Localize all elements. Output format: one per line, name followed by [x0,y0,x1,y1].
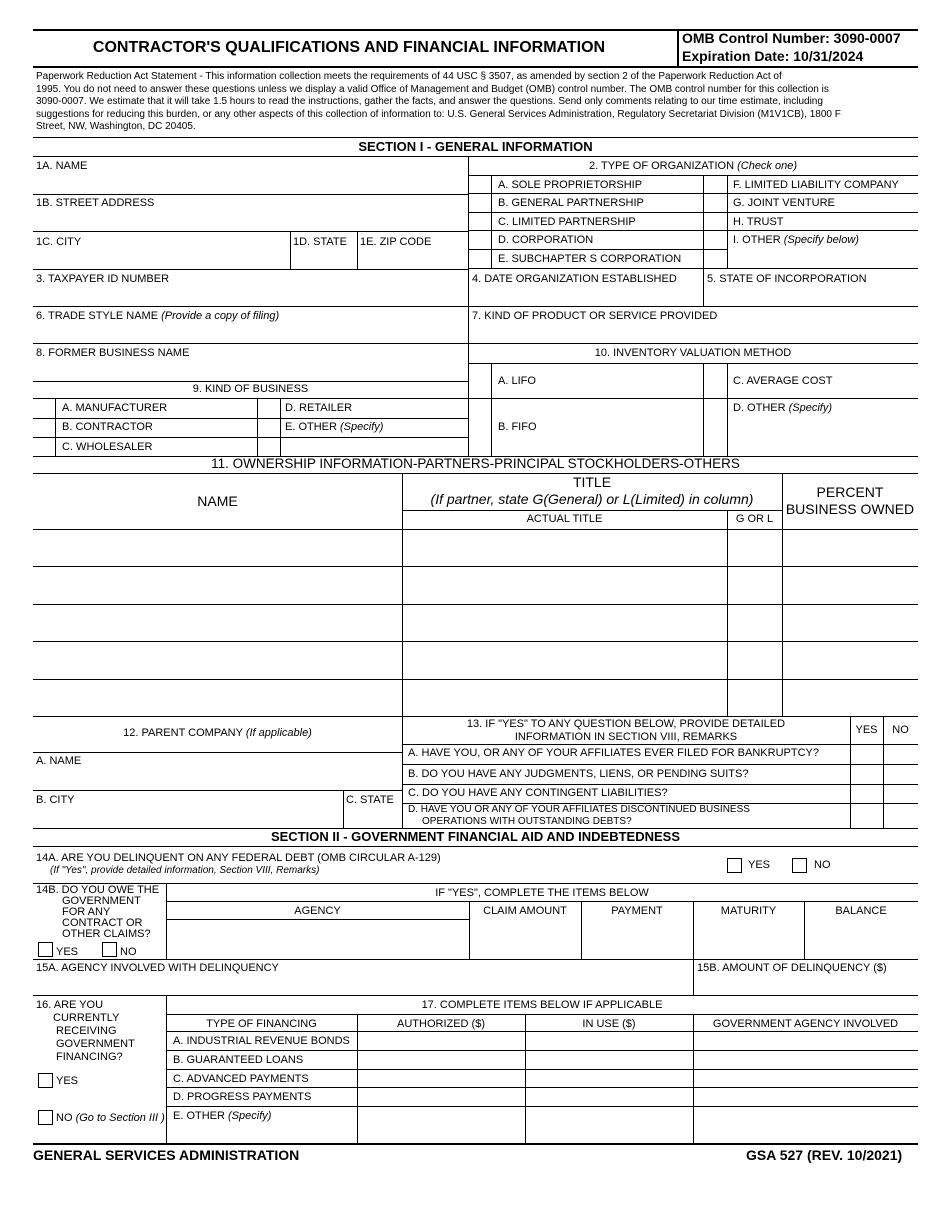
field-1c-city[interactable]: 1C. CITY [36,236,82,248]
kind-business-other-note: (Specify) [340,421,384,433]
financing-other [173,1110,271,1122]
inventory-average-cost[interactable]: C. AVERAGE COST [733,375,833,387]
paperwork-line: suggestions for reducing this burden, or any other aspects of this collection of information to: U.S. General Services Administration, Regulatory Secretariat Division (M1V1CB), 1800 F [36,109,841,120]
balance-header: BALANCE [835,905,887,917]
claim-amount-header: CLAIM AMOUNT [483,905,567,917]
parent-state-field[interactable]: C. STATE [346,794,394,806]
kind-business-contractor[interactable]: B. CONTRACTOR [62,421,153,433]
parent-company-label: 12. PARENT COMPANY [123,727,243,739]
ownership-title-header: TITLE [572,474,612,490]
q14b-no-label: NO [120,946,137,958]
footer-form-number: GSA 527 (REV. 10/2021) [746,1147,903,1163]
field-7-kind-of-product[interactable]: 7. KIND OF PRODUCT OR SERVICE PROVIDED [472,310,718,322]
q13-d-line-1: D. HAVE YOU OR ANY OF YOUR AFFILIATES DISCONTINUED BUSINESS [408,804,750,815]
field-3-taxpayer-id[interactable]: 3. TAXPAYER ID NUMBER [36,273,170,285]
q16-no-text: NO [56,1112,73,1124]
financing-advanced-payments: C. ADVANCED PAYMENTS [173,1073,309,1085]
financing-guaranteed-loans: B. GUARANTEED LOANS [173,1054,304,1066]
q14a-no-label: NO [814,859,831,871]
q14b-line: OTHER CLAIMS? [62,928,151,940]
field-1d-state[interactable]: 1D. STATE [293,236,347,248]
q16-yes-label: YES [56,1075,79,1087]
org-type-note: (Check one) [737,160,798,172]
q14b-line: CONTRACT OR [62,917,143,929]
q17-title: 17. COMPLETE ITEMS BELOW IF APPLICABLE [421,999,663,1011]
paperwork-line: 3090-0007. We estimate that it will take 1.5 hours to read the instructions, gather the facts, and answer the questions. Send only comments relating to our time estimate, including [36,96,823,107]
field-4-date-established[interactable]: 4. DATE ORGANIZATION ESTABLISHED [472,273,677,285]
parent-company-note: (If applicable) [245,727,312,739]
agency-header: AGENCY [294,905,341,917]
q14a-note: (If "Yes", provide detailed information, Section VIII, Remarks) [50,865,320,876]
expiration-date: Expiration Date: 10/31/2024 [682,48,864,64]
paperwork-line: 1995. You do not need to answer these questions unless we display a valid Office of Management and Budget (OMB) control number. The OMB control number for this collection is [36,84,829,95]
kind-business-other[interactable] [285,421,383,433]
q14b-no-checkbox[interactable] [102,942,117,957]
field-5-state-incorporation[interactable]: 5. STATE OF INCORPORATION [707,273,867,285]
q14a-yes-checkbox[interactable] [727,858,742,873]
q13-a-bankruptcy: A. HAVE YOU, OR ANY OF YOUR AFFILIATES EVER FILED FOR BANKRUPTCY? [408,747,819,759]
q16-yes-checkbox[interactable] [38,1073,53,1088]
form-title: CONTRACTOR'S QUALIFICATIONS AND FINANCIAL INFORMATION [92,39,606,56]
org-type-title [468,160,918,172]
q16-no-note: (Go to Section III ) [75,1112,165,1124]
ownership-percent-header: PERCENT [816,484,884,500]
field-1e-zip-code[interactable]: 1E. ZIP CODE [360,236,432,248]
ownership-row[interactable] [33,605,918,640]
ownership-row[interactable] [33,642,918,678]
org-joint-venture[interactable]: G. JOINT VENTURE [733,197,835,209]
q16-no-checkbox[interactable] [38,1110,53,1125]
inventory-lifo[interactable]: A. LIFO [498,375,536,387]
org-corporation[interactable]: D. CORPORATION [498,234,594,246]
inventory-fifo[interactable]: B. FIFO [498,421,537,433]
gov-agency-header: GOVERNMENT AGENCY INVOLVED [712,1018,899,1030]
ownership-business-owned-header: BUSINESS OWNED [785,501,915,517]
org-other-note: (Specify below) [783,234,859,246]
q14b-line: GOVERNMENT [62,895,141,907]
q14a-no-checkbox[interactable] [792,858,807,873]
q14b-yes-label: YES [56,946,79,958]
type-financing-header: TYPE OF FINANCING [206,1018,317,1030]
org-llc[interactable]: F. LIMITED LIABILITY COMPANY [733,179,899,191]
financing-industrial-revenue-bonds: A. INDUSTRIAL REVENUE BONDS [173,1035,350,1047]
q13-yes-header: YES [855,724,878,736]
if-yes-complete: IF "YES", COMPLETE THE ITEMS BELOW [435,887,649,899]
kind-of-business-title: 9. KIND OF BUSINESS [192,383,309,395]
ownership-title-note: (If partner, state G(General) or L(Limited) in column) [430,491,754,507]
financing-other-label: E. OTHER [173,1110,225,1122]
financing-progress-payments: D. PROGRESS PAYMENTS [173,1091,312,1103]
q14b-yes-checkbox[interactable] [38,942,53,957]
q16-line: RECEIVING [56,1025,117,1037]
kind-business-wholesaler[interactable]: C. WHOLESALER [62,441,153,453]
field-6-trade-style-name[interactable] [36,310,279,322]
footer-agency: GENERAL SERVICES ADMINISTRATION [33,1147,300,1163]
ownership-title: 11. OWNERSHIP INFORMATION-PARTNERS-PRINCIPAL STOCKHOLDERS-OTHERS [211,456,740,471]
org-general-partnership[interactable]: B. GENERAL PARTNERSHIP [498,197,644,209]
kind-business-retailer[interactable]: D. RETAILER [285,402,353,414]
field-15a-agency-delinquency[interactable]: 15A. AGENCY INVOLVED WITH DELINQUENCY [36,962,279,974]
parent-city-field[interactable]: B. CITY [36,794,75,806]
inventory-other-label: D. OTHER [733,402,786,414]
authorized-header: AUTHORIZED ($) [397,1018,485,1030]
inventory-other[interactable] [733,402,832,414]
ownership-row[interactable] [33,530,918,565]
inventory-other-note: (Specify) [788,402,833,414]
q16-no-label [56,1112,165,1124]
org-sole-proprietorship[interactable]: A. SOLE PROPRIETORSHIP [498,179,643,191]
org-type-label: 2. TYPE OF ORGANIZATION [588,160,735,172]
maturity-header: MATURITY [720,905,777,917]
q13-no-header: NO [892,724,909,736]
kind-business-manufacturer[interactable]: A. MANUFACTURER [62,402,168,414]
paperwork-line: Paperwork Reduction Act Statement - This information collection meets the requirements of 44 USC § 3507, as amended by section 2 of the Paperwork Reduction Act of [36,71,782,82]
section-1-title: SECTION I - GENERAL INFORMATION [358,139,593,154]
q13-b-judgments: B. DO YOU HAVE ANY JUDGMENTS, LIENS, OR PENDING SUITS? [408,768,749,780]
parent-name-field[interactable]: A. NAME [36,755,82,767]
q13-title-line-1: 13. IF "YES" TO ANY QUESTION BELOW, PROVIDE DETAILED [466,718,786,730]
field-15b-amount-delinquency[interactable]: 15B. AMOUNT OF DELINQUENCY ($) [697,962,887,974]
q14a-yes-label: YES [748,859,771,871]
trade-style-note: (Provide a copy of filing) [161,310,280,322]
kind-business-other-label: E. OTHER [285,421,337,433]
field-1b-street-address[interactable]: 1B. STREET ADDRESS [36,197,155,209]
inventory-valuation-title: 10. INVENTORY VALUATION METHOD [594,347,792,359]
ownership-row[interactable] [33,567,918,603]
paperwork-line: Street, NW, Washington, DC 20405. [36,121,196,132]
q14b-line: 14B. DO YOU OWE THE [36,884,160,896]
field-1a-name[interactable]: 1A. NAME [36,160,88,172]
ownership-name-header: NAME [197,493,238,509]
ownership-g-or-l-header: G OR L [735,513,774,525]
q16-line: 16. ARE YOU [36,999,104,1011]
q16-line: FINANCING? [56,1051,123,1063]
org-other-label: I. OTHER [733,234,781,246]
q16-line: GOVERNMENT [56,1038,135,1050]
ownership-row[interactable] [33,680,918,715]
q13-d-line-2: OPERATIONS WITH OUTSTANDING DEBTS? [422,816,632,827]
financing-other-note: (Specify) [228,1110,272,1122]
parent-company-title [33,727,402,739]
q13-c-contingent: C. DO YOU HAVE ANY CONTINGENT LIABILITIES? [408,787,668,799]
field-8-former-business-name[interactable]: 8. FORMER BUSINESS NAME [36,347,190,359]
q14a-text: 14A. ARE YOU DELINQUENT ON ANY FEDERAL DEBT (OMB CIRCULAR A-129) [36,852,441,864]
org-trust[interactable]: H. TRUST [733,216,784,228]
q14b-line: FOR ANY [62,906,111,918]
org-other[interactable] [733,234,859,246]
org-limited-partnership[interactable]: C. LIMITED PARTNERSHIP [498,216,636,228]
ownership-actual-title-header: ACTUAL TITLE [526,513,603,525]
q13-title-line-2: INFORMATION IN SECTION VIII, REMARKS [514,731,738,743]
payment-header: PAYMENT [611,905,663,917]
omb-control-number: OMB Control Number: 3090-0007 [682,30,901,46]
q16-line: CURRENTLY [53,1012,120,1024]
in-use-header: IN USE ($) [582,1018,636,1030]
org-subchapter-s[interactable]: E. SUBCHAPTER S CORPORATION [498,253,682,265]
trade-style-label: 6. TRADE STYLE NAME [36,310,159,322]
section-2-title: SECTION II - GOVERNMENT FINANCIAL AID AND INDEBTEDNESS [270,829,681,844]
